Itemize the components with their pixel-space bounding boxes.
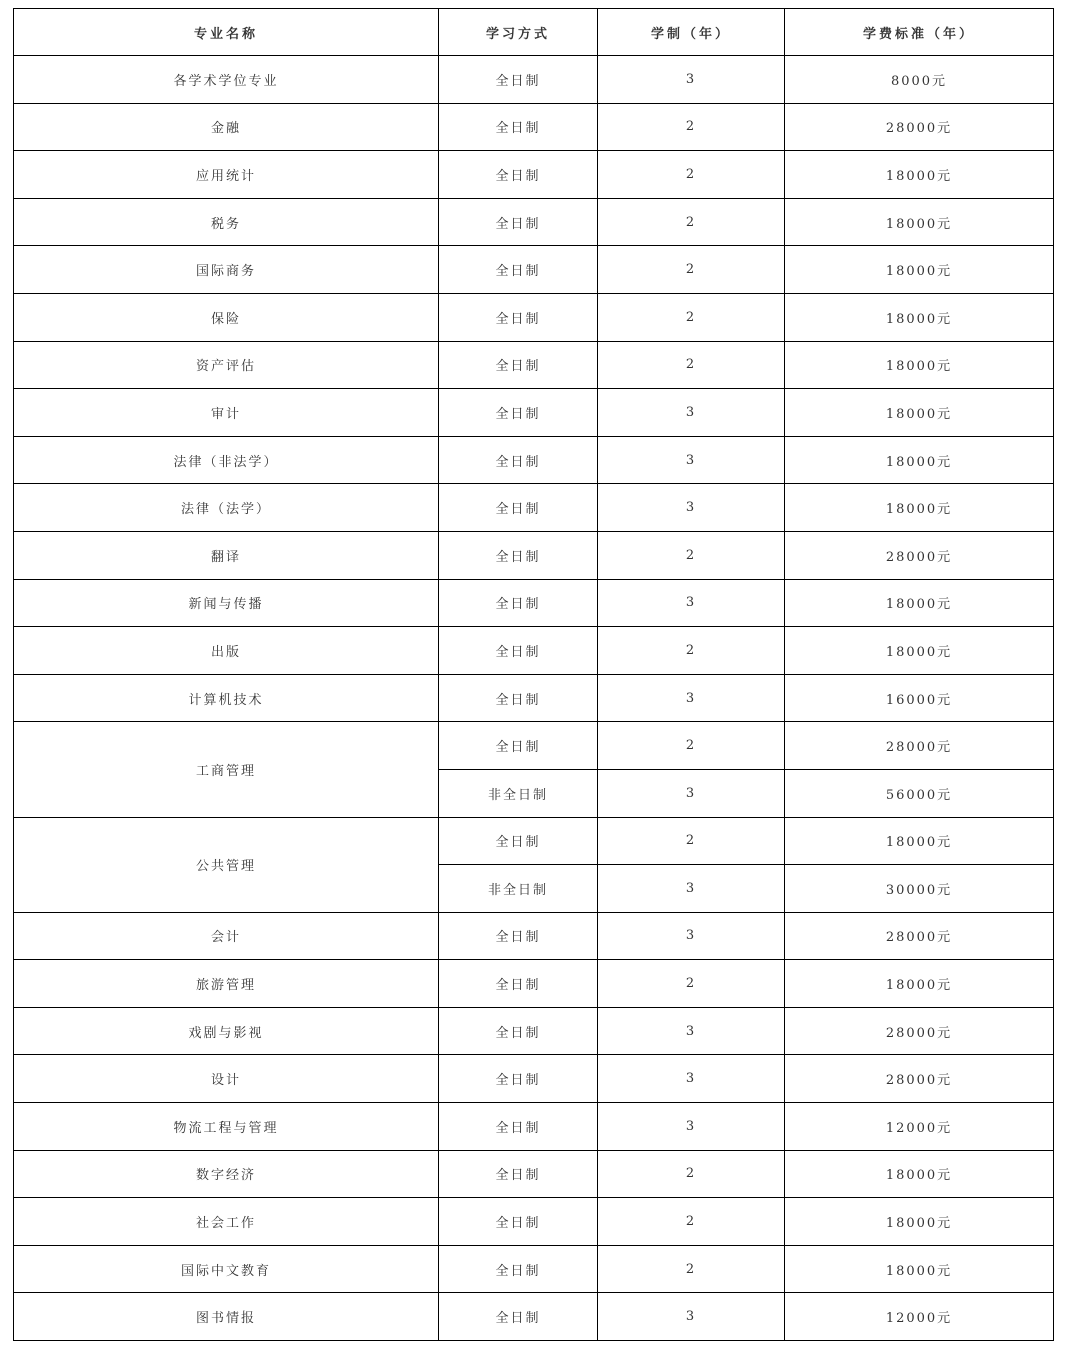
duration-cell: 3 — [598, 436, 785, 484]
tuition-cell: 18000元 — [785, 198, 1054, 246]
major-name-cell: 保险 — [14, 293, 439, 341]
header-major-name: 专业名称 — [14, 9, 439, 56]
table-row — [14, 722, 1054, 770]
table-row — [14, 674, 1054, 722]
study-mode-cell: 全日制 — [439, 198, 598, 246]
table-row — [14, 912, 1054, 960]
major-name-cell: 税务 — [14, 198, 439, 246]
tuition-cell: 16000元 — [785, 674, 1054, 722]
study-mode-cell: 全日制 — [439, 484, 598, 532]
study-mode-cell: 全日制 — [439, 56, 598, 104]
table-row — [14, 1103, 1054, 1151]
study-mode-cell: 全日制 — [439, 531, 598, 579]
major-name-cell: 图书情报 — [14, 1293, 439, 1341]
table-row — [14, 1150, 1054, 1198]
major-name-cell: 旅游管理 — [14, 960, 439, 1008]
tuition-cell: 18000元 — [785, 960, 1054, 1008]
tuition-cell: 18000元 — [785, 246, 1054, 294]
tuition-cell: 28000元 — [785, 1055, 1054, 1103]
table-row — [14, 1007, 1054, 1055]
study-mode-cell: 非全日制 — [439, 865, 598, 913]
table-row — [14, 484, 1054, 532]
major-name-cell: 应用统计 — [14, 151, 439, 199]
major-name-cell: 新闻与传播 — [14, 579, 439, 627]
major-name-cell: 工商管理 — [14, 722, 439, 817]
table-row — [14, 341, 1054, 389]
tuition-cell: 28000元 — [785, 912, 1054, 960]
major-name-cell: 数字经济 — [14, 1150, 439, 1198]
major-name-cell: 翻译 — [14, 531, 439, 579]
major-name-cell: 出版 — [14, 627, 439, 675]
table-body — [14, 56, 1054, 1341]
tuition-cell: 18000元 — [785, 389, 1054, 437]
table-row — [14, 627, 1054, 675]
major-name-cell: 会计 — [14, 912, 439, 960]
table-row — [14, 56, 1054, 104]
major-name-cell: 公共管理 — [14, 817, 439, 912]
tuition-cell: 18000元 — [785, 293, 1054, 341]
table-row — [14, 1198, 1054, 1246]
duration-cell: 3 — [598, 865, 785, 913]
table-row — [14, 389, 1054, 437]
study-mode-cell: 全日制 — [439, 293, 598, 341]
study-mode-cell: 全日制 — [439, 1150, 598, 1198]
major-name-cell: 法律（非法学） — [14, 436, 439, 484]
duration-cell: 2 — [598, 1198, 785, 1246]
major-name-cell: 设计 — [14, 1055, 439, 1103]
major-name-cell: 国际商务 — [14, 246, 439, 294]
study-mode-cell: 全日制 — [439, 103, 598, 151]
table-row — [14, 436, 1054, 484]
major-name-cell: 物流工程与管理 — [14, 1103, 439, 1151]
duration-cell: 2 — [598, 198, 785, 246]
duration-cell: 2 — [598, 246, 785, 294]
tuition-cell: 18000元 — [785, 1198, 1054, 1246]
duration-cell: 3 — [598, 1007, 785, 1055]
table-row — [14, 1245, 1054, 1293]
major-name-cell: 国际中文教育 — [14, 1245, 439, 1293]
study-mode-cell: 全日制 — [439, 1007, 598, 1055]
tuition-cell: 28000元 — [785, 103, 1054, 151]
tuition-cell: 28000元 — [785, 722, 1054, 770]
study-mode-cell: 全日制 — [439, 389, 598, 437]
study-mode-cell: 全日制 — [439, 579, 598, 627]
study-mode-cell: 全日制 — [439, 817, 598, 865]
tuition-cell: 18000元 — [785, 341, 1054, 389]
major-name-cell: 计算机技术 — [14, 674, 439, 722]
table-row — [14, 293, 1054, 341]
tuition-cell: 30000元 — [785, 865, 1054, 913]
table-row — [14, 1055, 1054, 1103]
table-row — [14, 960, 1054, 1008]
duration-cell: 2 — [598, 103, 785, 151]
major-name-cell: 资产评估 — [14, 341, 439, 389]
tuition-cell: 18000元 — [785, 484, 1054, 532]
table-header-row — [14, 9, 1054, 56]
study-mode-cell: 全日制 — [439, 1198, 598, 1246]
header-tuition: 学费标准（年） — [785, 9, 1054, 56]
study-mode-cell: 全日制 — [439, 1245, 598, 1293]
duration-cell: 2 — [598, 341, 785, 389]
duration-cell: 3 — [598, 674, 785, 722]
study-mode-cell: 全日制 — [439, 674, 598, 722]
duration-cell: 2 — [598, 722, 785, 770]
duration-cell: 3 — [598, 1055, 785, 1103]
duration-cell: 2 — [598, 960, 785, 1008]
duration-cell: 3 — [598, 579, 785, 627]
tuition-cell: 18000元 — [785, 817, 1054, 865]
major-name-cell: 审计 — [14, 389, 439, 437]
duration-cell: 3 — [598, 484, 785, 532]
duration-cell: 3 — [598, 912, 785, 960]
duration-cell: 3 — [598, 1293, 785, 1341]
tuition-cell: 18000元 — [785, 627, 1054, 675]
duration-cell: 3 — [598, 1103, 785, 1151]
tuition-cell: 18000元 — [785, 579, 1054, 627]
major-name-cell: 法律（法学） — [14, 484, 439, 532]
table-row — [14, 579, 1054, 627]
tuition-cell: 28000元 — [785, 1007, 1054, 1055]
duration-cell: 2 — [598, 531, 785, 579]
study-mode-cell: 全日制 — [439, 1293, 598, 1341]
duration-cell: 2 — [598, 817, 785, 865]
duration-cell: 2 — [598, 627, 785, 675]
tuition-cell: 12000元 — [785, 1293, 1054, 1341]
study-mode-cell: 全日制 — [439, 1055, 598, 1103]
table-row — [14, 246, 1054, 294]
duration-cell: 2 — [598, 151, 785, 199]
study-mode-cell: 全日制 — [439, 1103, 598, 1151]
major-name-cell: 各学术学位专业 — [14, 56, 439, 104]
tuition-cell: 18000元 — [785, 151, 1054, 199]
study-mode-cell: 全日制 — [439, 151, 598, 199]
duration-cell: 2 — [598, 1245, 785, 1293]
tuition-cell: 18000元 — [785, 1245, 1054, 1293]
study-mode-cell: 全日制 — [439, 436, 598, 484]
duration-cell: 3 — [598, 769, 785, 817]
study-mode-cell: 全日制 — [439, 722, 598, 770]
tuition-cell: 56000元 — [785, 769, 1054, 817]
tuition-cell: 18000元 — [785, 1150, 1054, 1198]
table-row — [14, 1293, 1054, 1341]
major-name-cell: 金融 — [14, 103, 439, 151]
duration-cell: 2 — [598, 1150, 785, 1198]
duration-cell: 3 — [598, 56, 785, 104]
study-mode-cell: 全日制 — [439, 246, 598, 294]
major-name-cell: 社会工作 — [14, 1198, 439, 1246]
tuition-cell: 18000元 — [785, 436, 1054, 484]
table-row — [14, 198, 1054, 246]
major-name-cell: 戏剧与影视 — [14, 1007, 439, 1055]
tuition-cell: 12000元 — [785, 1103, 1054, 1151]
tuition-cell: 8000元 — [785, 56, 1054, 104]
study-mode-cell: 非全日制 — [439, 769, 598, 817]
table-row — [14, 103, 1054, 151]
study-mode-cell: 全日制 — [439, 960, 598, 1008]
study-mode-cell: 全日制 — [439, 341, 598, 389]
table-row — [14, 531, 1054, 579]
duration-cell: 2 — [598, 293, 785, 341]
table-row — [14, 817, 1054, 865]
tuition-table — [13, 8, 1054, 1341]
table-row — [14, 151, 1054, 199]
study-mode-cell: 全日制 — [439, 627, 598, 675]
duration-cell: 3 — [598, 389, 785, 437]
header-duration: 学制（年） — [598, 9, 785, 56]
header-study-mode: 学习方式 — [439, 9, 598, 56]
study-mode-cell: 全日制 — [439, 912, 598, 960]
tuition-cell: 28000元 — [785, 531, 1054, 579]
